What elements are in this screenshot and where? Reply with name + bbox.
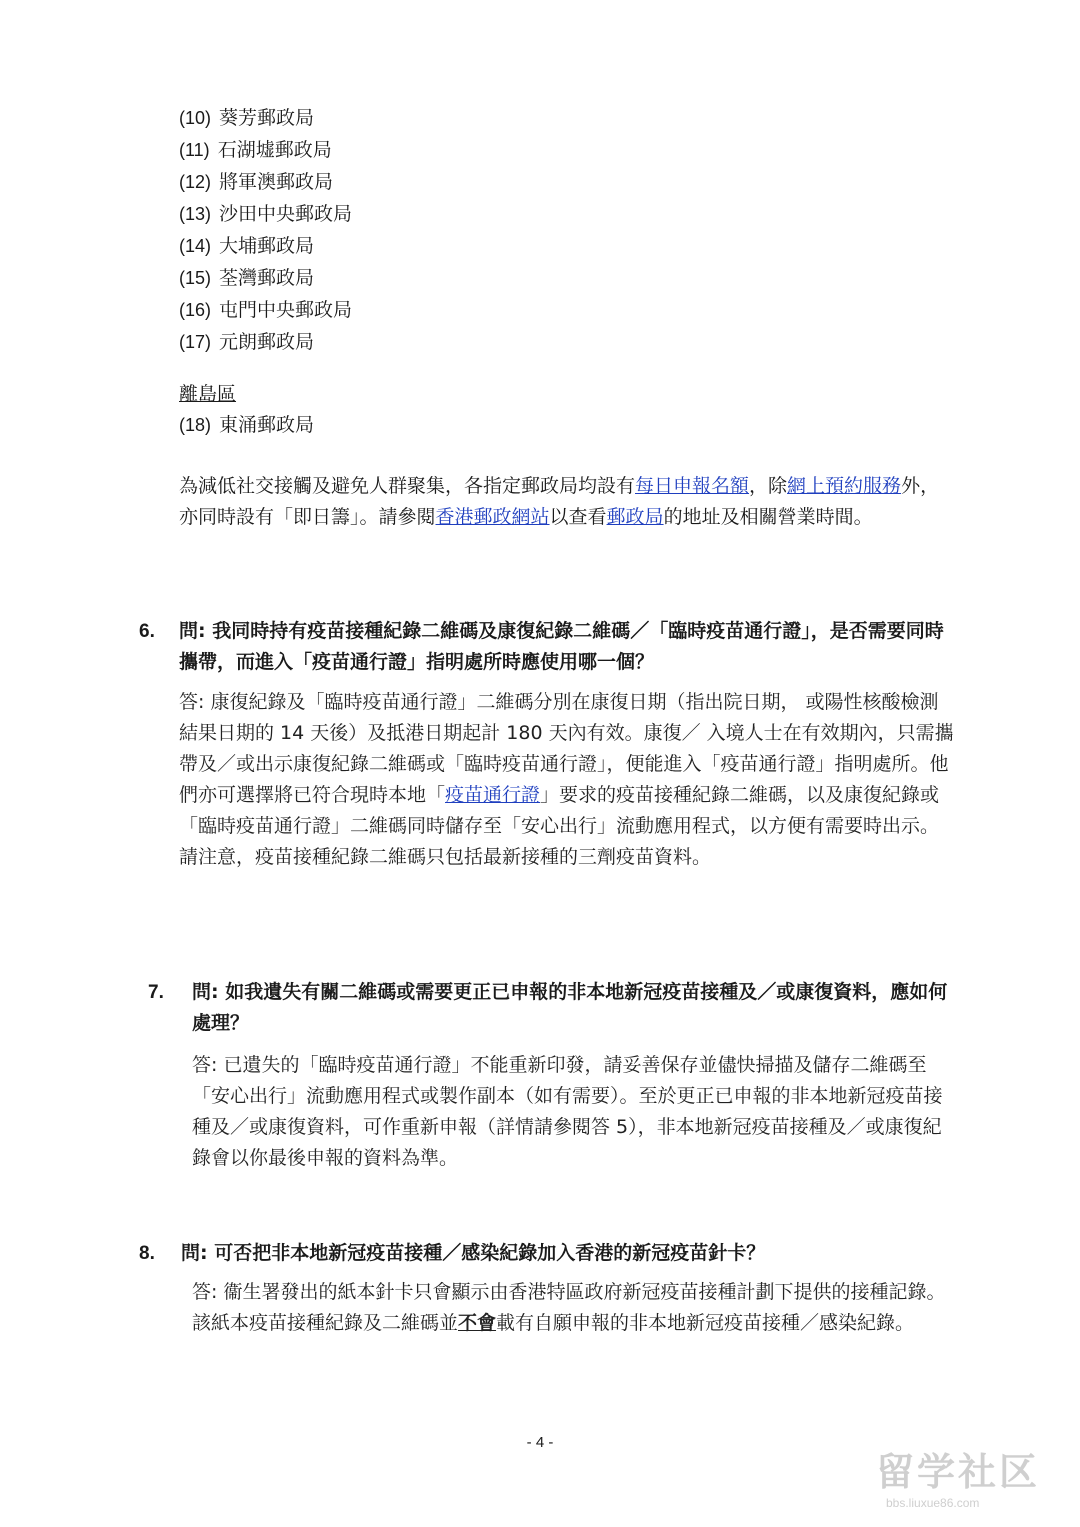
- question-text: 問: 如我遺失有關二維碼或需要更正已申報的非本地新冠疫苗接種及／或康復資料，應如何處理？: [192, 981, 948, 1034]
- answer-text: 答: 已遺失的「臨時疫苗通行證」不能重新印發，請妥善保存並儘快掃描及儲存二維碼至「安心出行」流動應用程式或製作副本（如有需要）。至於更正已申報的非本地新冠疫苗接種及／或康復資料，可作重新申報（詳情請參閱答 5），非本地新冠疫苗接種及／或康復紀錄會以你最後申報的資料為準。: [192, 1054, 943, 1169]
- question-text: 問: 可否把非本地新冠疫苗接種／感染紀錄加入香港的新冠疫苗針卡？: [181, 1242, 766, 1264]
- list-item: (17) 元朗郵政局: [179, 331, 315, 353]
- answer-text: 答: 康復紀錄及「臨時疫苗通行證」二維碼分別在康復日期（指出院日期， 或陽性核酸檢測結果日期的 14 天後）及抵港日期起計 180 天內有效。康復／ 入境人士在有效期內，只需攜帶及／或出示康復紀錄二維碼或「臨時疫苗通行證」，便能進入「疫苗通行證」指明處所。他們亦可選擇將已符合現時本地「疫苗通行證」要求的疫苗接種紀錄二維碼，以及康復紀錄或「臨時疫苗通行證」二維碼同時儲存至「安心出行」流動應用程式，以方便有需要時出示。請注意，疫苗接種紀錄二維碼只包括最新接種的三劑疫苗資料。: [179, 691, 954, 868]
- vaccine-pass-link[interactable]: 疫苗通行證: [445, 784, 541, 806]
- notice-paragraph: 為減低社交接觸及避免人群聚集，各指定郵政局均設有每日申報名額，除網上預約服務外，亦同時設有「即日籌」。請參閱香港郵政網站以查看郵政局的地址及相關營業時間。: [179, 475, 940, 528]
- post-office-link[interactable]: 郵政局: [606, 506, 664, 528]
- post-office-list: [179, 102, 352, 358]
- answer-text: 答: 衞生署發出的紙本針卡只會顯示由香港特區政府新冠疫苗接種計劃下提供的接種記錄。該紙本疫苗接種紀錄及二維碼並不會載有自願申報的非本地新冠疫苗接種／感染紀錄。: [192, 1281, 946, 1334]
- list-item: (15) 荃灣郵政局: [179, 267, 315, 289]
- list-item: (11) 石湖墟郵政局: [179, 139, 332, 161]
- list-item: (18) 東涌郵政局: [179, 414, 315, 436]
- emphasis-text: 不會: [458, 1312, 497, 1334]
- question-number: 8.: [139, 1243, 155, 1264]
- watermark-text: 留学社区: [876, 1450, 1041, 1494]
- question-text: 問: 我同時持有疫苗接種紀錄二維碼及康復紀錄二維碼／「臨時疫苗通行證」，是否需要同時攜帶，而進入「疫苗通行證」指明處所時應使用哪一個？: [179, 620, 944, 673]
- list-item: (16) 屯門中央郵政局: [179, 299, 353, 321]
- list-item: (10) 葵芳郵政局: [179, 107, 315, 129]
- list-item: (13) 沙田中央郵政局: [179, 203, 353, 225]
- watermark-logo: [876, 1441, 1066, 1519]
- list-item: (14) 大埔郵政局: [179, 235, 315, 257]
- online-booking-link[interactable]: 網上預約服務: [787, 475, 902, 497]
- question-number: 7.: [148, 982, 164, 1003]
- daily-quota-link[interactable]: 每日申報名額: [635, 475, 750, 497]
- district-heading: 離島區: [179, 383, 237, 405]
- watermark-url: bbs.liuxue86.com: [886, 1496, 980, 1510]
- list-item: (12) 將軍澳郵政局: [179, 171, 334, 193]
- hongkong-post-website-link[interactable]: 香港郵政網站: [435, 506, 550, 528]
- page-number: - 4 -: [526, 1434, 554, 1451]
- question-number: 6.: [139, 621, 155, 642]
- post-office-list-islands: [179, 409, 314, 441]
